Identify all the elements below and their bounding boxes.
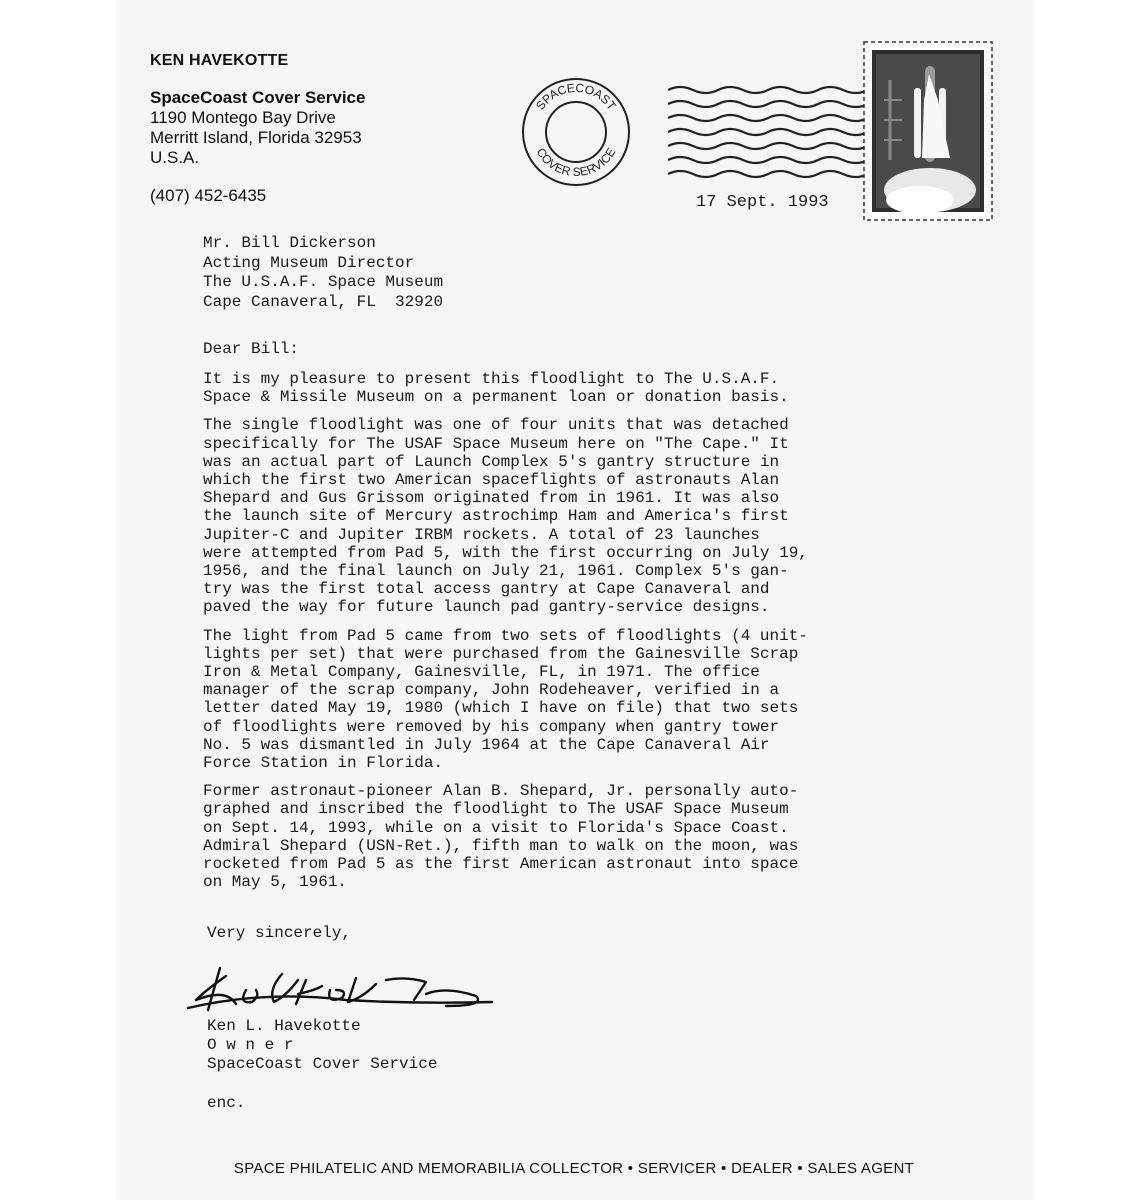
sender-address-line2: Merritt Island, Florida 32953 <box>150 128 362 147</box>
salutation: Dear Bill: <box>203 340 300 358</box>
sender-name: KEN HAVEKOTTE <box>150 52 289 69</box>
postmark-top-text: SPACECOAST <box>533 80 619 113</box>
postmark-cancel <box>520 76 632 188</box>
sender-company: SpaceCoast Cover Service <box>150 88 366 107</box>
recipient-address <box>203 234 443 312</box>
recipient-line2: Acting Museum Director <box>203 253 415 272</box>
letterhead-footer: SPACE PHILATELIC AND MEMORABILIA COLLECTOR • SERVICER • DEALER • SALES AGENT <box>233 1160 915 1177</box>
signer-title: O w n e r <box>207 1036 294 1054</box>
body-paragraph: The single floodlight was one of four units that was detached specifically for The USAF Space Museum here on "The Cape." It was an actual part of Launch Complex 5's gantry structure in which the first two American spaceflights of astronauts Alan Shepard and Gus Grissom originated from in 1961. It was also the launch site of Mercury astrochimp Ham and America's first Jupiter-C and Jupiter IRBM rockets. A total of 23 launches were attempted from Pad 5, with the first occurring on July 19, 1956, and the final launch on July 21, 1961. Complex 5's gan- try was the first total access gantry at Cape Canaveral and paved the way for future launch pad gantry-service designs. <box>203 416 808 617</box>
signer-name: Ken L. Havekotte <box>207 1017 361 1035</box>
letter-date: 17 Sept. 1993 <box>696 193 829 212</box>
cancellation-wavy-lines <box>668 80 868 192</box>
handwritten-signature <box>186 960 498 1022</box>
signer-company: SpaceCoast Cover Service <box>207 1055 438 1073</box>
body-paragraph: The light from Pad 5 came from two sets of floodlights (4 unit- lights per set) that were purchased from the Gainesville Scrap Iron & Metal Company, Gainesville, FL, in 1971. The office manager of the scrap company, John Rodeheaver, verified in a letter dated May 19, 1980 (which I have on file) that two sets of floodlights were removed by his company when gantry tower No. 5 was dismantled in July 1964 at the Cape Canaveral Air Force Station in Florida. <box>203 626 808 773</box>
body-paragraph: Former astronaut-pioneer Alan B. Shepard, Jr. personally auto- graphed and inscribed the floodlight to The USAF Space Museum on Sept. 14, 1993, while on a visit to Florida's Space Coast. Admiral Shepard (USN-Ret.), fifth man to walk on the moon, was rocketed from Pad 5 as the first American astronaut into space on May 5, 1961. <box>203 782 799 892</box>
sender-phone: (407) 452-6435 <box>150 186 267 205</box>
postmark-bottom-text: COVER SERVICE <box>533 145 619 180</box>
closing: Very sincerely, <box>207 924 352 942</box>
signature-block <box>207 1017 437 1074</box>
recipient-line3: The U.S.A.F. Space Museum <box>203 273 444 291</box>
letter-body <box>203 370 923 901</box>
recipient-line4: Cape Canaveral, FL 32920 <box>203 292 444 311</box>
sender-country: U.S.A. <box>150 148 200 167</box>
sender-address-block <box>150 88 365 168</box>
svg-text:SPACECOAST <box>533 81 619 113</box>
recipient-line1: Mr. Bill Dickerson <box>203 234 376 252</box>
body-paragraph: It is my pleasure to present this floodlight to The U.S.A.F. Space & Missile Museum on a permanent loan or donation basis. <box>203 370 789 407</box>
enclosure-note: enc. <box>207 1094 246 1112</box>
sender-address-line1: 1190 Montego Bay Drive <box>150 108 336 127</box>
space-shuttle-stamp <box>862 40 994 222</box>
